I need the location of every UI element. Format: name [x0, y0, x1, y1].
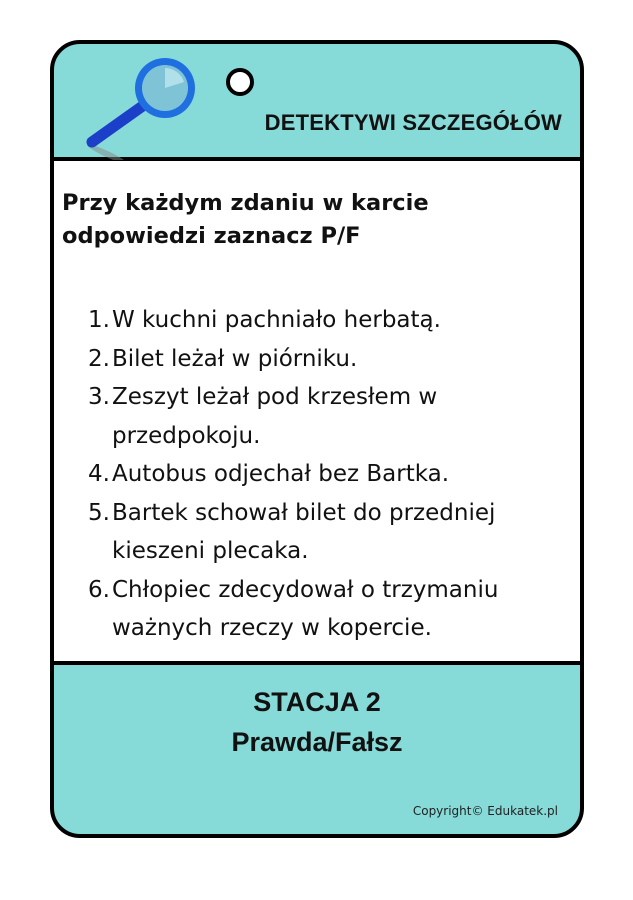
statement-list	[80, 301, 552, 648]
list-item	[80, 455, 552, 494]
item-number: 4.	[88, 461, 110, 487]
task-card	[50, 40, 584, 838]
item-number: 6.	[88, 576, 110, 603]
item-text: Bilet leżał w piórniku.	[112, 345, 358, 372]
item-text: Bartek schował bilet do przedniej kieszeni plecaka.	[112, 499, 496, 564]
item-number: 5.	[88, 499, 110, 526]
card-footer	[54, 665, 580, 834]
item-text: Chłopiec zdecydował o trzymaniu ważnych rzeczy w kopercie.	[112, 576, 499, 641]
item-text: W kuchni pachniało herbatą.	[112, 307, 441, 333]
list-item	[80, 340, 552, 379]
station-subtitle: Prawda/Fałsz	[231, 727, 403, 757]
item-number: 2.	[88, 345, 110, 372]
punch-hole	[226, 68, 254, 96]
item-number: 1.	[88, 307, 110, 333]
item-number: 3.	[88, 384, 110, 410]
card-header	[54, 44, 580, 161]
item-text: Zeszyt leżał pod krzesłem w przedpokoju.	[112, 384, 438, 449]
item-text: Autobus odjechał bez Bartka.	[112, 461, 450, 487]
list-item	[80, 301, 552, 340]
station-label: STACJA 2	[253, 687, 381, 717]
copyright: Copyright© Edukatek.pl	[412, 804, 558, 818]
list-item	[80, 571, 552, 648]
card-title: DETEKTYWI SZCZEGÓŁÓW	[264, 110, 562, 135]
magnifying-glass-icon	[72, 50, 202, 160]
card-body	[54, 161, 580, 665]
list-item	[80, 494, 552, 571]
instruction-text: Przy każdym zdaniu w karcie odpowiedzi zaznacz P/F	[62, 190, 429, 249]
list-item	[80, 378, 552, 455]
